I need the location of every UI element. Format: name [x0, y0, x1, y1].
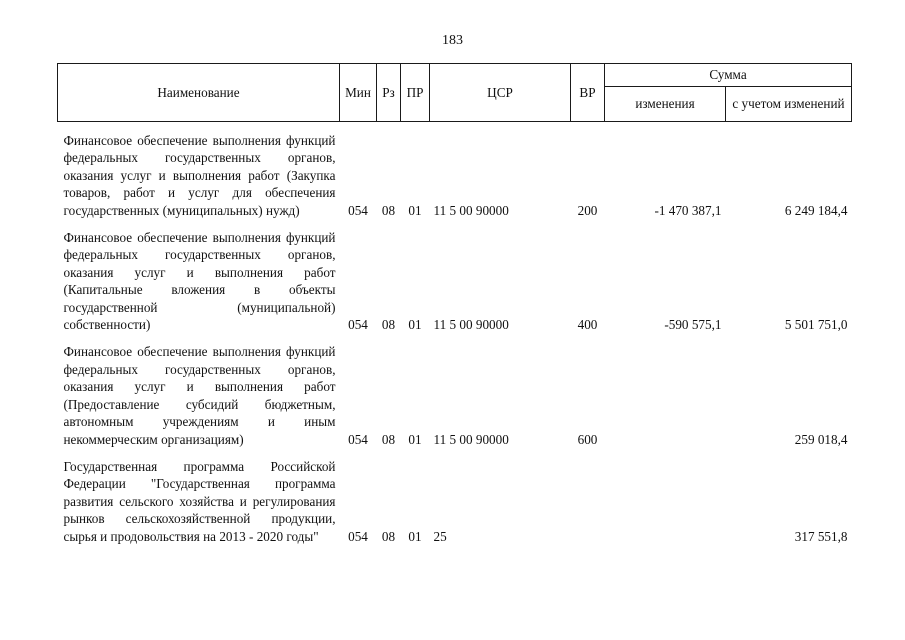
- header-pr: ПР: [401, 64, 430, 122]
- header-name: Наименование: [58, 64, 340, 122]
- row-pr: 01: [408, 317, 422, 333]
- table-row: [58, 229, 852, 333]
- header-vr: ВР: [571, 64, 605, 122]
- row-name: Финансовое обеспечение выполнения функций федеральных государственных органов, оказания услуг и выполнения работ (Закупка товаров, работ и услуг для обеспечения государственных (муниципальных) нужд): [63, 133, 336, 218]
- row-pr: 01: [408, 528, 422, 544]
- row-name: Государственная программа Российской Федерации "Государственная программа развития сельского хозяйства и регулирования рынков сельскохозяйственной продукции, сырья и продовольствия на 2013 - 2020 годы": [63, 458, 336, 544]
- row-min: 054: [348, 528, 368, 544]
- row-csr: 25: [433, 528, 447, 544]
- row-vr: 400: [577, 317, 598, 333]
- row-with-change: 317 551,8: [794, 528, 848, 544]
- row-csr: 11 5 00 90000: [433, 202, 509, 218]
- row-vr: 200: [577, 202, 598, 218]
- header-with-change: с учетом изменений: [726, 87, 852, 122]
- table-row: [58, 132, 852, 219]
- table-row: [58, 458, 852, 545]
- row-change: -590 575,1: [664, 317, 722, 333]
- row-name: Финансовое обеспечение выполнения функций федеральных государственных органов, оказания услуг и выполнения работ (Капитальные вложения в объекты государственной (муниципальной) собственности): [63, 230, 336, 333]
- row-with-change: 6 249 184,4: [784, 202, 848, 218]
- row-csr: 11 5 00 90000: [433, 431, 509, 447]
- row-vr: 600: [577, 431, 598, 447]
- row-with-change: 259 018,4: [794, 431, 848, 447]
- table-row: [58, 343, 852, 447]
- row-with-change: 5 501 751,0: [784, 317, 848, 333]
- header-csr: ЦСР: [430, 64, 571, 122]
- row-min: 054: [348, 431, 368, 447]
- row-min: 054: [348, 317, 368, 333]
- row-change: [605, 343, 726, 447]
- row-pr: 01: [408, 431, 422, 447]
- row-vr: [571, 458, 605, 545]
- row-rz: 08: [381, 528, 396, 544]
- header-sum: Сумма: [605, 64, 852, 87]
- budget-table: [57, 63, 852, 545]
- row-change: -1 470 387,1: [654, 202, 722, 218]
- header-min: Мин: [340, 64, 377, 122]
- header-change: изменения: [605, 87, 726, 122]
- row-rz: 08: [381, 317, 396, 333]
- row-min: 054: [348, 202, 368, 218]
- row-pr: 01: [408, 202, 422, 218]
- row-rz: 08: [381, 202, 396, 218]
- header-rz: Рз: [377, 64, 401, 122]
- row-csr: 11 5 00 90000: [433, 317, 509, 333]
- page-number: 183: [442, 33, 463, 48]
- row-name: Финансовое обеспечение выполнения функций федеральных государственных органов, оказания услуг и выполнения работ (Предоставление субсидий бюджетным, автономным учреждениям и иным некоммерческим организациям): [63, 344, 336, 447]
- row-change: [605, 458, 726, 545]
- row-rz: 08: [381, 431, 396, 447]
